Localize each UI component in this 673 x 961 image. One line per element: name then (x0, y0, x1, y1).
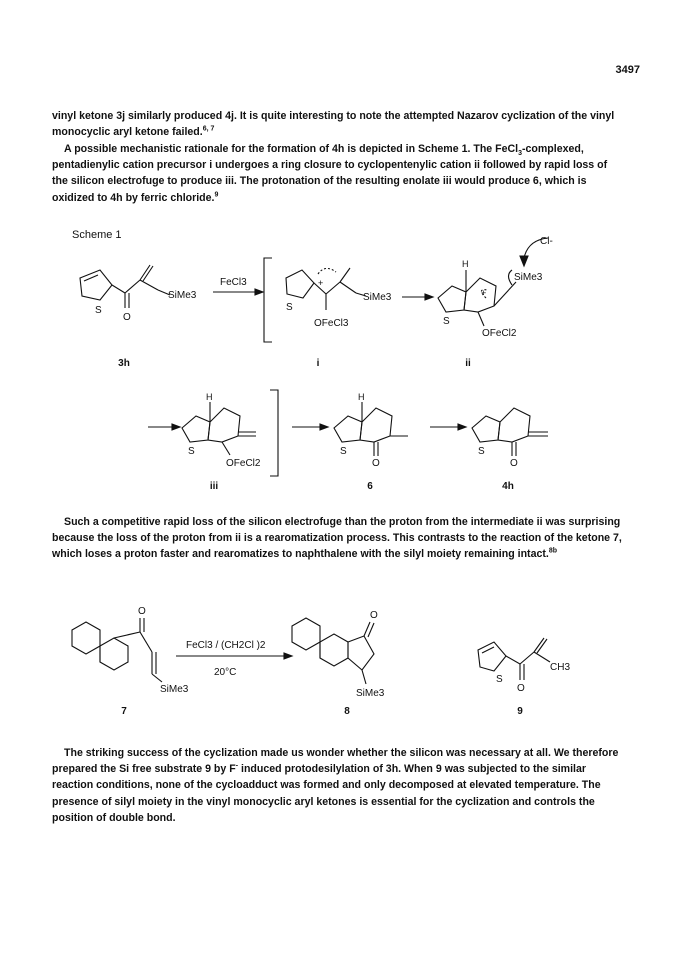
oxygen-label: O (372, 458, 380, 469)
text: . It is quite interesting to note the attempted Nazarov cyclization of the vinyl monocyclic aryl ketone failed. (52, 110, 615, 139)
compound-ref: i (209, 159, 213, 172)
compound-label-ii: ii (465, 358, 471, 369)
scheme-title: Scheme 1 (72, 229, 122, 241)
sime3-label: SiMe3 (160, 684, 189, 695)
citation: 6, 7 (202, 125, 215, 133)
paragraph-2 (52, 141, 625, 206)
text: -complexed, pentadienylic cation precursor (52, 143, 584, 172)
text: , which is oxidized to (52, 175, 587, 204)
sime3-label: SiMe3 (514, 272, 543, 283)
compound-ref: ii (536, 516, 543, 528)
text: by F (210, 763, 236, 776)
text: vinyl ketone (52, 110, 117, 122)
compound-label-3h: 3h (118, 358, 130, 369)
text: by ferric chloride. (122, 191, 215, 204)
compound-ref: 9 (435, 763, 442, 776)
superscript: - (235, 762, 239, 770)
compound-ref: iii (225, 175, 234, 188)
compound-ref: 4j (225, 110, 234, 122)
text: induced protodesilylation of (238, 763, 386, 776)
sulfur-label: S (478, 446, 485, 457)
oxygen-label: O (138, 606, 146, 617)
chloride-label: Cl- (540, 236, 553, 247)
sulfur-label: S (286, 302, 293, 313)
plus-charge: + (318, 278, 324, 288)
fecl3-label: FeCl3 (220, 277, 247, 288)
compound-label-8: 8 (344, 706, 350, 717)
page-number: 3497 (615, 64, 640, 76)
subscript: 3 (518, 150, 522, 158)
compound-ref: ii (235, 532, 241, 545)
text: The striking success of the cyclization made us wonder whether the silicon was necessary at all. We therefore prepared the Si free substrate (52, 747, 619, 776)
text: similarly produced (125, 110, 226, 122)
hydrogen-label: H (358, 392, 365, 402)
text: undergoes a ring closure to cyclopentenylic cation (212, 159, 475, 172)
compound-label-9: 9 (517, 706, 523, 717)
paragraph-3 (52, 514, 625, 563)
oxygen-label: O (510, 458, 518, 469)
sulfur-label: S (188, 446, 195, 457)
hydrogen-label: H (206, 392, 213, 402)
compound-label-iii: iii (209, 481, 219, 492)
compound-ref: ii (474, 159, 480, 172)
sime3-label: SiMe3 (363, 292, 392, 303)
reagent-label: FeCl3 / (CH2Cl )2 (186, 640, 266, 651)
text: followed by rapid loss of the silicon electrofuge to produce (52, 159, 608, 188)
compound-ref: 4h (332, 143, 345, 155)
text: was subjected to the similar reaction conditions, none of the cycloadduct was formed and only decomposed at elevated temperature. The presence of silyl moiety in the vinyl monocyclic aryl ketones is essential for the cyclization and controls the position of double bond. (52, 763, 601, 824)
sulfur-label: S (443, 316, 450, 327)
compound-label-i: i (316, 358, 320, 369)
compound-ref: 3j (116, 110, 126, 122)
compound-ref: iii (442, 175, 452, 188)
scheme-2 (0, 600, 673, 720)
compound-ref: 6 (532, 175, 539, 188)
ofecl2-label: OFeCl2 (482, 328, 517, 339)
text: . The protonation of the resulting enolate (233, 175, 443, 188)
text: . When (398, 763, 436, 776)
ofecl3-label: OFeCl3 (314, 318, 349, 329)
sulfur-label: S (95, 305, 102, 316)
sime3-label: SiMe3 (356, 688, 385, 699)
plus-charge: + (481, 288, 487, 298)
compound-label-6: 6 (367, 481, 373, 492)
text: is depicted in Scheme 1. The FeCl (344, 143, 519, 155)
compound-ref: 7 (613, 532, 619, 545)
oxygen-label: O (370, 610, 378, 621)
compound-ref: 3h (385, 763, 399, 776)
oxygen-label: O (517, 683, 525, 694)
oxygen-label: O (123, 312, 131, 323)
citation: 8b (548, 547, 558, 555)
sulfur-label: S (340, 446, 347, 457)
hydrogen-label: H (462, 259, 469, 269)
text: Such a competitive rapid loss of the silicon electrofuge than the proton from the intermediate (64, 516, 537, 528)
thiophene-ring (80, 270, 112, 300)
text: would produce (451, 175, 533, 188)
ofecl2-label: OFeCl2 (226, 458, 261, 469)
sulfur-label: S (496, 674, 503, 685)
methyl-label: CH3 (550, 662, 571, 673)
compound-label-7: 7 (121, 706, 127, 717)
paragraph-4 (52, 745, 625, 826)
temperature-label: 20°C (214, 667, 237, 678)
paragraph-1 (52, 108, 625, 140)
sime3-label: SiMe3 (168, 290, 197, 301)
text: A possible mechanistic rationale for the formation of (64, 143, 333, 155)
text: is a rearomatization process. This contrasts to the reaction of the ketone (240, 532, 614, 545)
text: was surprising because the loss of the proton from (52, 516, 621, 545)
compound-ref: 9 (205, 763, 211, 776)
citation: 9 (214, 191, 219, 199)
compound-label-4h: 4h (502, 481, 514, 492)
compound-ref: 4h (110, 191, 123, 204)
text: , which loses a proton faster and rearomatizes to naphthalene with the silyl moiety remaining intact. (52, 532, 622, 561)
